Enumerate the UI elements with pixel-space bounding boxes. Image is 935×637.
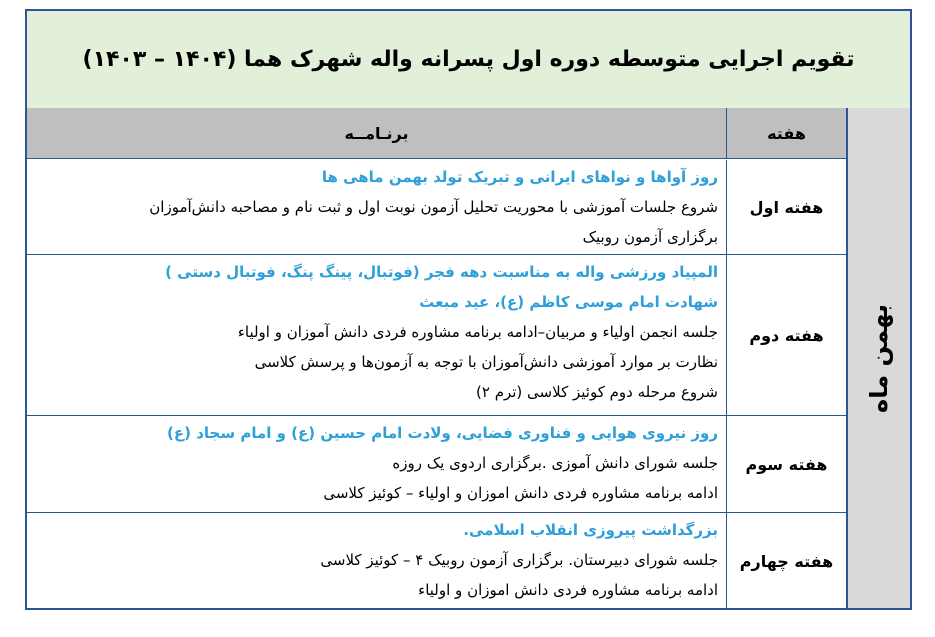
program-cell — [27, 416, 726, 512]
event-highlight: روز آواها و نواهای ایرانی و تبریک تولد بهمن ماهی ها — [321, 168, 718, 186]
table-row — [27, 255, 846, 416]
week-label: هفته سوم — [726, 416, 846, 512]
week-label: هفته چهارم — [726, 513, 846, 609]
calendar-table — [25, 9, 912, 610]
event-highlight: روز نیروی هوایی و فناوری فضایی، ولادت امام حسین (ع) و امام سجاد (ع) — [167, 424, 718, 442]
event-highlight: بزرگداشت پیروزی انقلاب اسلامی. — [463, 521, 718, 539]
program-item: شروع مرحله دوم کوئیز کلاسی (ترم ۲) — [476, 383, 718, 401]
program-item: جلسه شورای دانش آموزی .برگزاری اردوی یک روزه — [392, 454, 718, 472]
table-row — [27, 160, 846, 255]
week-label: هفته اول — [726, 160, 846, 254]
program-column-header: برنـامــه — [27, 108, 726, 159]
title-bar — [27, 11, 910, 110]
program-cell — [27, 513, 726, 609]
program-cell — [27, 255, 726, 415]
program-item: نظارت بر موارد آموزشی دانش‌آموزان با توجه به آزمون‌ها و پرسش کلاسی — [254, 353, 718, 371]
month-label: بهمن ماه — [865, 303, 893, 413]
month-cell — [846, 108, 910, 608]
event-highlight: المپیاد ورزشی واله به مناسبت دهه فجر (فوتبال، پینگ پنگ، فوتبال دستی ) — [165, 263, 718, 281]
program-item: ادامه برنامه مشاوره فردی دانش اموزان و اولیاء – کوئیز کلاسی — [323, 484, 718, 502]
table-row — [27, 513, 846, 609]
program-item: جلسه شورای دبیرستان. برگزاری آزمون روبیک ۴ – کوئیز کلاسی — [320, 551, 718, 569]
program-item: جلسه انجمن اولیاء و مربیان–ادامه برنامه مشاوره فردی دانش آموزان و اولیاء — [237, 323, 718, 341]
program-item: شروع جلسات آموزشی با محوریت تحلیل آزمون نوبت اول و ثبت نام و مصاحبه دانش‌آموزان — [149, 198, 718, 216]
calendar-grid — [27, 108, 910, 608]
week-column-header: هفته — [726, 108, 846, 159]
program-item: برگزاری آزمون روبیک — [582, 228, 718, 246]
page-title: تقویم اجرایی متوسطه دوره اول پسرانه واله شهرک هما (۱۴۰۴ – ۱۴۰۳) — [82, 47, 855, 72]
event-highlight: شهادت امام موسی کاظم (ع)، عید مبعث — [419, 293, 718, 311]
table-row — [27, 416, 846, 513]
program-cell — [27, 160, 726, 254]
program-item: ادامه برنامه مشاوره فردی دانش اموزان و اولیاء — [418, 581, 718, 599]
week-label: هفته دوم — [726, 255, 846, 415]
